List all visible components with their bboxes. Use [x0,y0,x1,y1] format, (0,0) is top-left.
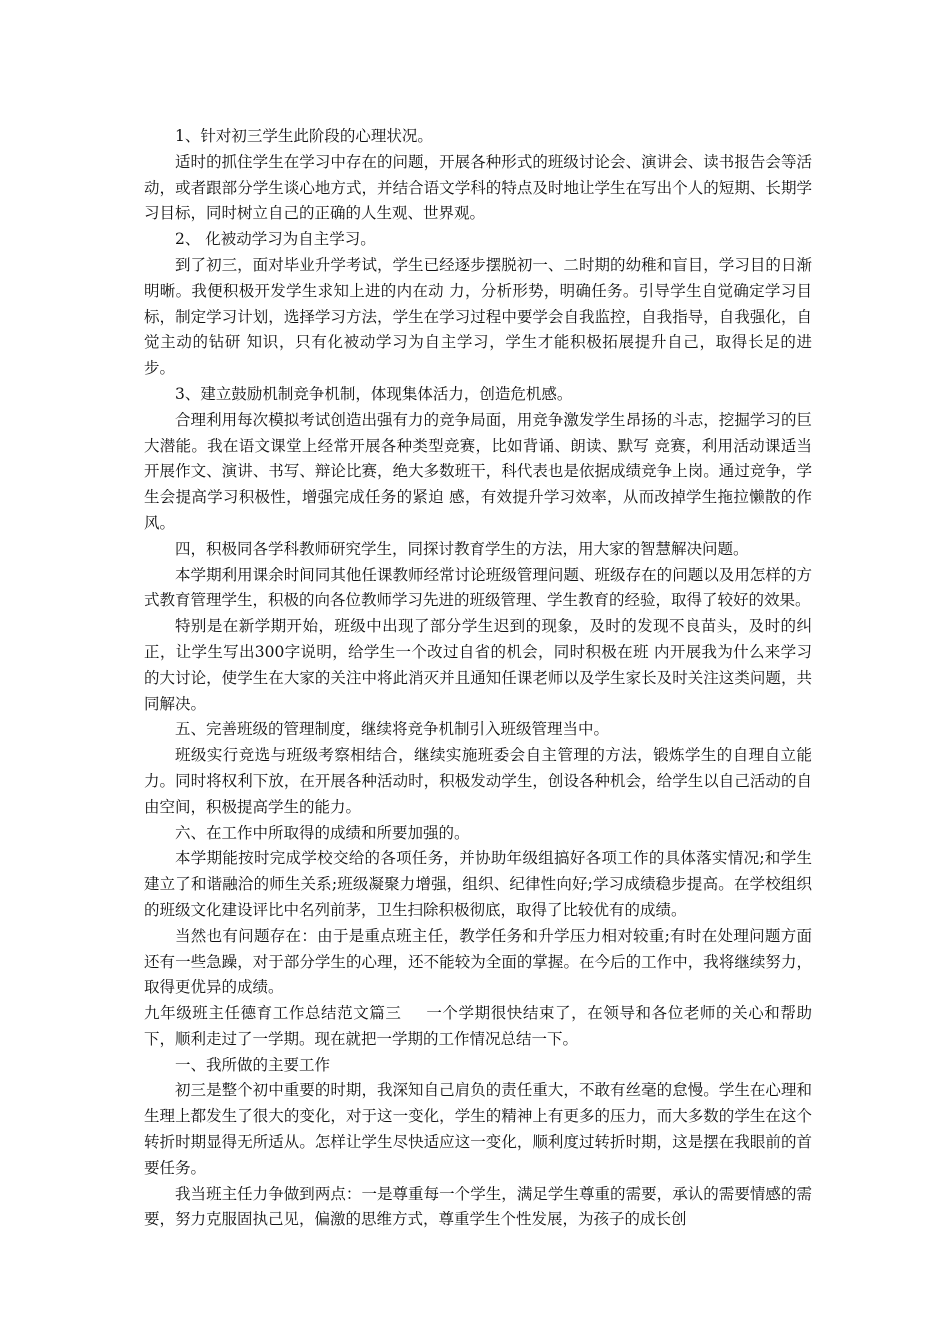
paragraph-14: 当然也有问题存在：由于是重点班主任，教学任务和升学压力相对较重;有时在处理问题方面还有一些急躁，对于部分学生的心理，还不能较为全面的掌握。在今后的工作中，我将继续努力，取得更优异的成绩。 [144,926,812,997]
paragraph-13: 本学期能按时完成学校交给的各项任务，并协助年级组搞好各项工作的具体落实情况;和学生建立了和谐融洽的师生关系;班级凝聚力增强，组织、纪律性向好;学习成绩稳步提高。在学校组织的班级文化建设评比中名列前茅，卫生扫除积极彻底，取得了比较优有的成绩。 [144,849,812,919]
paragraph-10: 五、完善班级的管理制度，继续将竞争机制引入班级管理当中。 [175,720,610,739]
section-title-paragraph [144,1001,812,1053]
paragraph-3: 2、 化被动学习为自主学习。 [175,230,376,249]
paragraph-12: 六、在工作中所取得的成绩和所要加强的。 [175,823,470,842]
paragraph-16: 初三是整个初中重要的时期，我深知自己肩负的责任重大，不敢有丝毫的怠慢。学生在心理和生理上都发生了很大的变化，对于这一变化，学生的精神上有更多的压力，而大多数的学生在这个转折时期显得无所适从。怎样让学生尽快适应这一变化，顺利度过转折时期，这是摆在我眼前的首要任务。 [144,1081,812,1177]
paragraph-2: 适时的抓住学生在学习中存在的问题，开展各种形式的班级讨论会、演讲会、读书报告会等活动，或者跟部分学生谈心地方式，并结合语文学科的特点及时地让学生在写出个人的短期、长期学习目标，同时树立自己的正确的人生观、世界观。 [144,152,812,223]
paragraph-4: 到了初三，面对毕业升学考试，学生已经逐步摆脱初一、二时期的幼稚和盲目，学习目的日渐明晰。我便积极开发学生求知上进的内在动 力，分析形势，明确任务。引导学生自觉确定学习目标，制定学习计划，选择学习方法，学生在学习过程中要学会自我监控，自我指导，自我强化，自觉主动的钻研 知识，只有化被动学习为自主学习，学生才能积极拓展提升自己，取得长足的进步。 [144,255,812,378]
paragraph-9: 特别是在新学期开始，班级中出现了部分学生迟到的现象，及时的发现不良苗头，及时的纠正，让学生写出300字说明，给学生一个改过自省的机会，同时积极在班 内开展我为什么来学习的大讨论，使学生在大家的关注中将此消灭并且通知任课老师以及学生家长及时关注这类问题，共同解决。 [144,617,812,713]
paragraph-6: 合理利用每次模拟考试创造出强有力的竞争局面，用竞争激发学生昂扬的斗志，挖掘学习的巨大潜能。我在语文课堂上经常开展各种类型竞赛，比如背诵、朗读、默写 竞赛，利用活动课适当开展作文、演讲、书写、辩论比赛，绝大多数班干，科代表也是依据成绩竞争上岗。通过竞争，学生会提高学习积极性，增强完成任务的紧迫 感，有效提升学习效率，从而改掉学生拖拉懒散的作风。 [144,410,812,532]
paragraph-17: 我当班主任力争做到两点：一是尊重每一个学生，满足学生尊重的需要，承认的需要情感的需要，努力克服固执己见，偏激的思维方式，尊重学生个性发展，为孩子的成长创 [144,1184,812,1229]
paragraph-15: 一、我所做的主要工作 [175,1055,331,1074]
section-title: 九年级班主任德育工作总结范文篇三 [144,1004,402,1023]
paragraph-11: 班级实行竞选与班级考察相结合，继续实施班委会自主管理的方法，锻炼学生的自理自立能力。同时将权利下放，在开展各种活动时，积极发动学生，创设各种机会，给学生以自己活动的自由空间，积极提高学生的能力。 [144,746,812,816]
paragraph-8: 本学期利用课余时间同其他任课教师经常讨论班级管理问题、班级存在的问题以及用怎样的方式教育管理学生，积极的向各位教师学习先进的班级管理、学生教育的经验，取得了较好的效果。 [144,565,812,610]
paragraph-7: 四，积极同各学科教师研究学生，同探讨教育学生的方法，用大家的智慧解决问题。 [175,539,749,558]
section-intro: 一个学期很快结束了，在领导和各位老师的关心和帮助下，顺利走过了一学期。现在就把一学期的工作情况总结一下。 [144,1004,812,1048]
document-body [144,124,812,1233]
paragraph-1: 1、针对初三学生此阶段的心理状况。 [175,127,433,145]
paragraph-5: 3、建立鼓励机制竞争机制，体现集体活力，创造危机感。 [175,384,573,403]
